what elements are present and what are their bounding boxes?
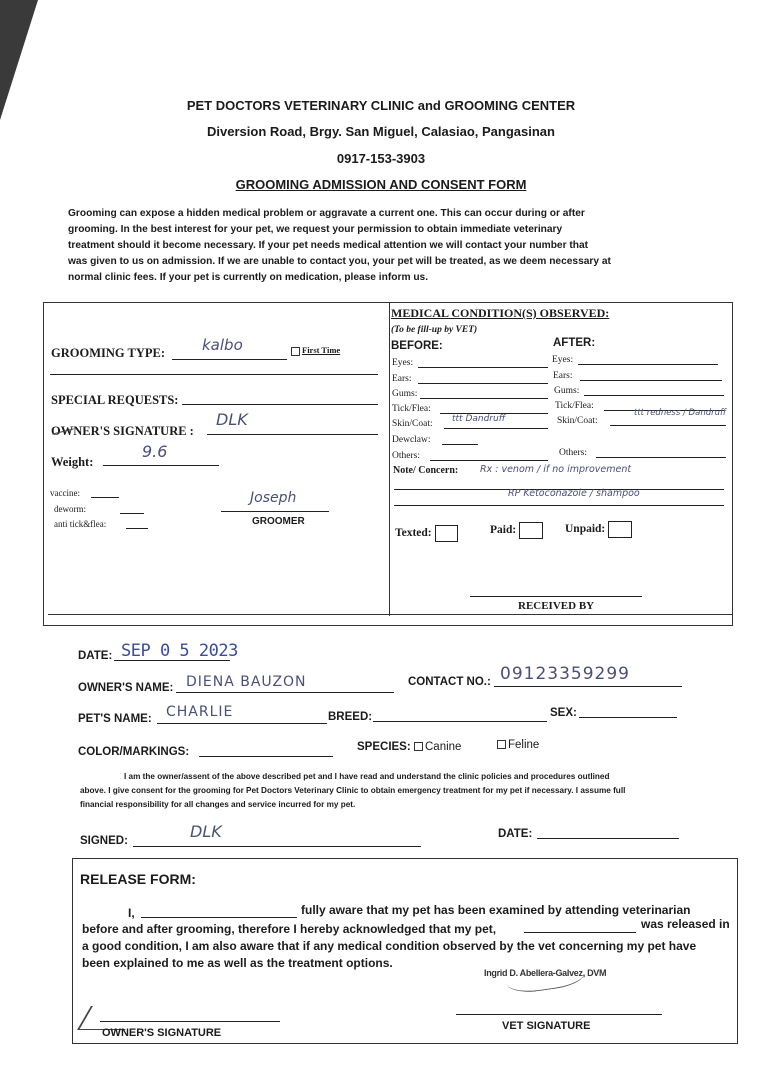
owner-signature-release-field[interactable] bbox=[100, 1021, 280, 1022]
canine-label: Canine bbox=[425, 741, 462, 753]
before-ears-field[interactable] bbox=[418, 383, 548, 384]
note-line2-field[interactable] bbox=[394, 505, 724, 506]
grooming-type-label: GROOMING TYPE: bbox=[51, 346, 166, 360]
before-dewclaw-field[interactable] bbox=[442, 444, 478, 445]
first-time-label: First Time bbox=[302, 345, 341, 355]
consent-paragraph bbox=[80, 770, 700, 812]
color-markings-label: COLOR/MARKINGS: bbox=[78, 746, 190, 758]
first-time-checkbox[interactable] bbox=[291, 347, 300, 356]
release-line2-b: was released in bbox=[641, 917, 730, 931]
species-canine-option[interactable] bbox=[414, 741, 461, 753]
received-by-label: RECEIVED BY bbox=[518, 600, 595, 612]
color-markings-field[interactable] bbox=[199, 756, 333, 757]
deworm-field[interactable] bbox=[120, 513, 144, 514]
owner-signature-label: OWNER'S SIGNATURE : bbox=[51, 424, 194, 438]
release-line1-a: I, bbox=[128, 906, 135, 920]
intro-line: treatment should it become necessary. If your pet needs medical attention we will contact your number that bbox=[68, 240, 589, 251]
unpaid-label: Unpaid: bbox=[565, 523, 606, 536]
after-eyes-field[interactable] bbox=[578, 364, 718, 365]
date-stamp-value: SEP 0 5 2023 bbox=[121, 641, 238, 661]
contact-label: CONTACT NO.: bbox=[408, 676, 491, 688]
release-line2-a: before and after grooming, therefore I hereby acknowledged that my pet, bbox=[82, 922, 497, 936]
before-gums-label: Gums: bbox=[392, 389, 418, 399]
pet-name-field[interactable] bbox=[157, 723, 327, 724]
intro-paragraph bbox=[68, 206, 698, 286]
vaccine-label: vaccine: bbox=[50, 488, 80, 498]
medical-title: MEDICAL CONDITION(S) OBSERVED: bbox=[391, 306, 610, 320]
canine-checkbox[interactable] bbox=[414, 742, 423, 751]
release-line4: been explained to me as well as the treatment options. bbox=[82, 956, 393, 970]
sex-field[interactable] bbox=[579, 717, 677, 718]
feline-checkbox[interactable] bbox=[497, 740, 506, 749]
contact-value: 09123359299 bbox=[500, 664, 630, 684]
signed-label: SIGNED: bbox=[80, 835, 128, 847]
before-eyes-label: Eyes: bbox=[392, 358, 414, 368]
after-skincoat-value: ttt redness / Dandruff bbox=[634, 408, 727, 418]
before-skincoat-label: Skin/Coat: bbox=[392, 419, 433, 429]
after-ears-field[interactable] bbox=[580, 380, 722, 381]
owner-signature-release-label: OWNER'S SIGNATURE bbox=[102, 1027, 222, 1039]
consent-date-label: DATE: bbox=[498, 828, 533, 840]
before-ears-label: Ears: bbox=[392, 374, 412, 384]
texted-label: Texted: bbox=[395, 527, 432, 540]
vet-signature-label: VET SIGNATURE bbox=[502, 1020, 591, 1032]
species-feline-option[interactable] bbox=[497, 739, 539, 751]
consent-date-field[interactable] bbox=[537, 838, 679, 839]
release-owner-name-field[interactable] bbox=[141, 917, 297, 918]
before-label: BEFORE: bbox=[391, 340, 443, 352]
vaccine-field[interactable] bbox=[91, 497, 119, 498]
release-pet-name-field[interactable] bbox=[524, 932, 636, 933]
contact-field[interactable] bbox=[494, 686, 682, 687]
sex-label: SEX: bbox=[550, 707, 577, 719]
texted-checkbox[interactable] bbox=[435, 525, 458, 542]
after-eyes-label: Eyes: bbox=[552, 355, 574, 365]
after-gums-label: Gums: bbox=[554, 386, 580, 396]
groomer-label: GROOMER bbox=[252, 516, 305, 527]
signed-field[interactable] bbox=[133, 846, 421, 847]
before-skincoat-field[interactable] bbox=[444, 428, 548, 429]
consent-line: I am the owner/assent of the above described pet and I have read and understand the clinic policies and procedures outlined bbox=[124, 772, 610, 781]
intro-line: normal clinic fees. If your pet is currently on medication, please inform us. bbox=[68, 272, 429, 283]
owner-name-value: DIENA BAUZON bbox=[186, 674, 307, 690]
weight-value: 9.6 bbox=[142, 442, 168, 461]
before-gums-field[interactable] bbox=[420, 398, 548, 399]
paid-label: Paid: bbox=[490, 524, 517, 537]
after-gums-field[interactable] bbox=[584, 395, 724, 396]
weight-field[interactable] bbox=[103, 465, 219, 466]
before-eyes-field[interactable] bbox=[418, 367, 548, 368]
after-label: AFTER: bbox=[553, 337, 596, 349]
column-divider bbox=[389, 302, 390, 616]
intro-line: Grooming can expose a hidden medical problem or aggravate a current one. This can occur during or after bbox=[68, 208, 585, 219]
grooming-type-extra-line bbox=[50, 374, 378, 375]
paid-checkbox[interactable] bbox=[519, 522, 543, 539]
clinic-address: Diversion Road, Brgy. San Miguel, Calasiao, Pangasinan bbox=[207, 124, 555, 139]
first-time-option[interactable] bbox=[291, 345, 340, 356]
before-skincoat-value: ttt Dandruff bbox=[452, 414, 506, 424]
vet-stamp: Ingrid D. Abellera-Galvez, DVM bbox=[484, 968, 607, 978]
pet-name-label: PET'S NAME: bbox=[78, 713, 152, 725]
form-title: GROOMING ADMISSION AND CONSENT FORM bbox=[235, 177, 527, 192]
consent-line: above. I give consent for the grooming for Pet Doctors Veterinary Clinic to obtain emergency treatment for my pet if necessary. I assume full bbox=[80, 786, 626, 795]
weight-label: Weight: bbox=[51, 455, 94, 469]
owner-signature-field[interactable] bbox=[207, 434, 378, 435]
grooming-type-field[interactable] bbox=[172, 359, 287, 360]
unpaid-option[interactable] bbox=[565, 521, 632, 538]
after-skincoat-label: Skin/Coat: bbox=[557, 416, 598, 426]
groomer-value: Joseph bbox=[250, 490, 297, 506]
owner-signature-value: DLK bbox=[216, 410, 248, 429]
intro-line: grooming. In the best interest for your pet, we request your permission to obtain immediate veterinary bbox=[68, 224, 563, 235]
before-others-field[interactable] bbox=[430, 460, 548, 461]
box-bottom-inner bbox=[48, 614, 733, 615]
owner-name-label: OWNER'S NAME: bbox=[78, 682, 174, 694]
intro-line: was given to us on admission. If we are unable to contact you, your pet will be treated, as we deem necessary at bbox=[68, 256, 611, 267]
note-line2: RP Ketoconazole / shampoo bbox=[508, 488, 640, 499]
deworm-label: deworm: bbox=[54, 504, 86, 514]
grooming-type-value: kalbo bbox=[202, 336, 243, 354]
special-requests-field[interactable] bbox=[182, 404, 378, 405]
antitick-label: anti tick&flea: bbox=[54, 519, 107, 529]
unpaid-checkbox[interactable] bbox=[608, 521, 632, 538]
antitick-field[interactable] bbox=[126, 528, 148, 529]
release-line3: a good condition, I am also aware that if any medical condition observed by the vet concerning my pet have bbox=[82, 939, 697, 953]
pet-name-value: CHARLIE bbox=[166, 704, 234, 720]
before-others-label: Others: bbox=[392, 451, 420, 461]
release-line1-b: fully aware that my pet has been examined by attending veterinarian bbox=[301, 903, 691, 917]
after-skincoat-field[interactable] bbox=[610, 425, 726, 426]
medical-subtitle: (To be fill-up by VET) bbox=[391, 325, 478, 335]
feline-label: Feline bbox=[508, 739, 540, 751]
vet-signature-field[interactable] bbox=[456, 1014, 662, 1015]
texted-option[interactable] bbox=[395, 525, 458, 542]
note-label: Note/ Concern: bbox=[393, 465, 459, 476]
after-tickflea-label: Tick/Flea: bbox=[555, 401, 594, 411]
release-title: RELEASE FORM: bbox=[80, 871, 196, 887]
breed-label: BREED: bbox=[328, 711, 373, 723]
before-dewclaw-label: Dewclaw: bbox=[392, 435, 431, 445]
paid-option[interactable] bbox=[490, 522, 543, 539]
note-line1: Rx : venom / if no improvement bbox=[480, 464, 632, 475]
owner-name-field[interactable] bbox=[176, 692, 394, 693]
after-others-label: Others: bbox=[559, 448, 587, 458]
consent-line: financial responsibility for all changes and service incurred for my pet. bbox=[80, 800, 356, 809]
breed-field[interactable] bbox=[373, 721, 547, 722]
special-requests-label: SPECIAL REQUESTS: bbox=[51, 393, 179, 407]
clinic-name: PET DOCTORS VETERINARY CLINIC and GROOMING CENTER bbox=[186, 98, 576, 113]
species-label: SPECIES: bbox=[357, 741, 411, 753]
before-tickflea-label: Tick/Flea: bbox=[392, 404, 431, 414]
after-ears-label: Ears: bbox=[553, 371, 573, 381]
date-label: DATE: bbox=[78, 650, 113, 662]
received-by-field[interactable] bbox=[470, 596, 642, 597]
clinic-phone: 0917-153-3903 bbox=[336, 151, 426, 166]
signed-value: DLK bbox=[190, 822, 222, 841]
after-others-field[interactable] bbox=[596, 457, 726, 458]
groomer-field[interactable] bbox=[221, 511, 329, 512]
